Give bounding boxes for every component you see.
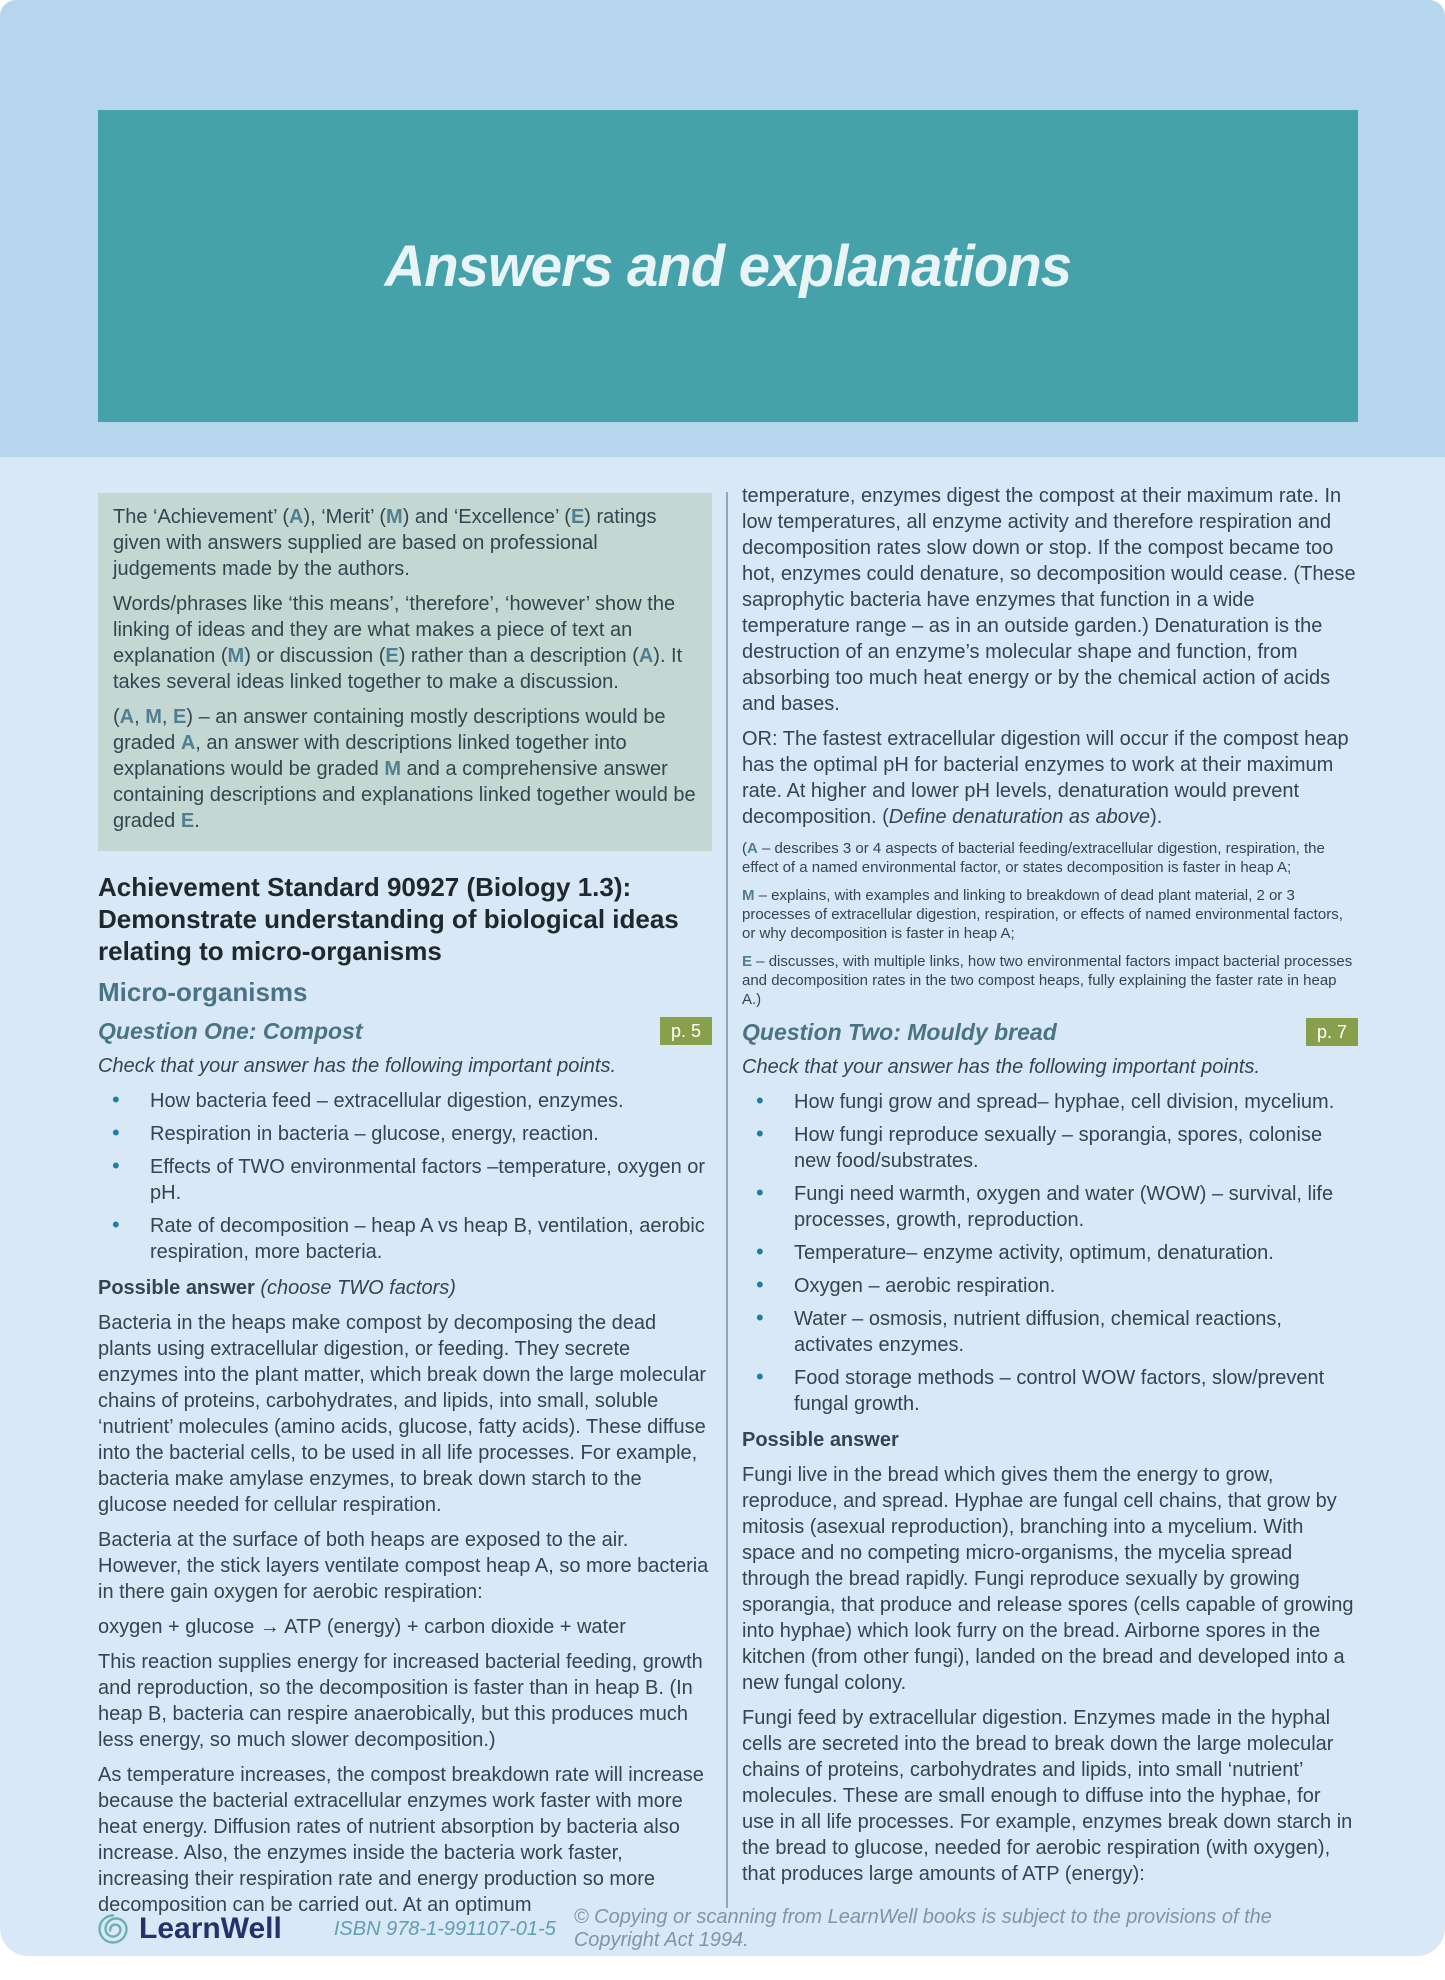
page-ref-badge: p. 5 [660,1017,712,1045]
answer-paragraph: Fungi live in the bread which gives them the energy to grow, reproduce, and spread. Hyphae are fungal cell chains, that grow by mitosis (asexual reproduction), branching into a mycelium. With space and no competing micro-organisms, the mycelia spread through the bread rapidly. Fungi reproduce sexually by growing sporangia, that produce and release spores (cells capable of growing into hyphae) which look furry on the bread. Airborne spores in the kitchen (from other fungi), landed on the bread and developed into a new fungal colony. [742,1464,1354,1694]
column-divider [726,492,728,1908]
answer-paragraph: This reaction supplies energy for increased bacterial feeding, growth and reproduction, so the decomposition is faster than in heap B. (In heap B, bacteria can respire anaerobically, but this produces much less energy, so much slower decomposition.) [98,1651,703,1751]
list-item: • Effects of TWO environmental factors –temperature, oxygen or pH. [98,1154,712,1206]
list-item: • How fungi grow and spread– hyphae, cell division, mycelium. [742,1089,1358,1115]
grading-criteria-excellence: E – discusses, with multiple links, how two environmental factors impact bacterial processes and decomposition rates in the two compost heaps, fully explaining the faster rate in heap A.) [742,953,1353,1008]
brand-name: LearnWell [139,1912,282,1945]
list-item: • Temperature– enzyme activity, optimum, denaturation. [742,1240,1358,1266]
list-item: • Water – osmosis, nutrient diffusion, chemical reactions, activates enzymes. [742,1306,1358,1358]
answer-points-list [742,1089,1358,1417]
achievement-standard-heading: Achievement Standard 90927 (Biology 1.3): Demonstrate understanding of biological ideas relating to micro-organisms [98,872,679,966]
answer-paragraph: Bacteria in the heaps make compost by decomposing the dead plants using extracellular digestion, or feeding. They secrete enzymes into the plant matter, which break down the large molecular chains of proteins, carbohydrates, and lipids, into small, soluble ‘nutrient’ molecules (amino acids, glucose, fatty acids). These diffuse into the bacterial cells, to be used in all life processes. For example, bacteria make amylase enzymes, to break down starch to the glucose needed for cellular respiration. [98,1312,707,1516]
answer-paragraph: OR: The fastest extracellular digestion will occur if the compost heap has the optimal pH for bacterial enzymes to work at their maximum rate. At higher and lower pH levels, denaturation would prevent decomposition. (Define denaturation as above). [742,728,1349,828]
grading-note-paragraph: Words/phrases like ‘this means’, ‘therefore’, ‘however’ show the linking of ideas and they are what makes a piece of text an explanation (M) or discussion (E) rather than a description (A). It takes several ideas linked together to make a discussion. [113,593,683,693]
footer [95,1906,1363,1952]
list-item: • Respiration in bacteria – glucose, energy, reaction. [98,1121,712,1147]
topic-heading: Micro-organisms [98,977,308,1007]
list-item: • How fungi reproduce sexually – sporangia, spores, colonise new food/substrates. [742,1122,1358,1174]
right-column [742,483,1358,1896]
possible-answer-label: Possible answer (choose TWO factors) [98,1277,456,1299]
page-title: Answers and explanations [384,233,1072,299]
list-item: • Rate of decomposition – heap A vs heap B, ventilation, aerobic respiration, more bacteria. [98,1213,712,1265]
question-one-heading: Question One: Compost [98,1018,363,1044]
list-item: • Food storage methods – control WOW factors, slow/prevent fungal growth. [742,1365,1358,1417]
question-two-row [742,1018,1358,1046]
page-ref-badge: p. 7 [1306,1018,1358,1046]
list-item: • Fungi need warmth, oxygen and water (WOW) – survival, life processes, growth, reproduction. [742,1181,1358,1233]
answer-paragraph: temperature, enzymes digest the compost at their maximum rate. In low temperatures, all enzyme activity and therefore respiration and decomposition rates slow down or stop. If the compost became too hot, enzymes could denature, so decomposition would cease. (These saprophytic bacteria have enzymes that function in a wide temperature range – as in an outside garden.) Denaturation is the destruction of an enzyme’s molecular shape and function, from absorbing too much heat energy or by the chemical action of acids and bases. [742,485,1356,715]
answer-paragraph: As temperature increases, the compost breakdown rate will increase because the bacterial extracellular enzymes work faster with more heat energy. Diffusion rates of nutrient absorption by bacteria also increase. Also, the enzymes inside the bacteria work faster, increasing their respiration rate and energy production so more decomposition can be carried out. At an optimum [98,1764,704,1916]
isbn-text: ISBN 978-1-991107-01-5 [333,1917,556,1940]
grading-note-paragraph: The ‘Achievement’ (A), ‘Merit’ (M) and ‘Excellence’ (E) ratings given with answers supplied are based on professional judgements made by the authors. [113,506,657,580]
answer-paragraph: Bacteria at the surface of both heaps are exposed to the air. However, the stick layers ventilate compost heap A, so more bacteria in there gain oxygen for aerobic respiration: [98,1529,709,1603]
possible-answer-label: Possible answer [742,1429,899,1451]
check-line: Check that your answer has the following important points. [742,1056,1261,1078]
copyright-text: © Copying or scanning from LearnWell books is subject to the provisions of the Copyright Act 1994. [573,1906,1272,1951]
list-item: • Oxygen – aerobic respiration. [742,1273,1358,1299]
respiration-equation: oxygen + glucose → ATP (energy) + carbon dioxide + water [98,1616,626,1638]
question-two-heading: Question Two: Mouldy bread [742,1019,1057,1045]
page-banner [98,110,1358,422]
left-column [98,483,712,1927]
grading-criteria-merit: M – explains, with examples and linking to breakdown of dead plant material, 2 or 3 processes of extracellular digestion, respiration, or effects of named environmental factors, or why decomposition is faster in heap A; [742,887,1343,942]
answer-paragraph: Fungi feed by extracellular digestion. Enzymes made in the hyphal cells are secreted into the bread to break down the large molecular chains of proteins, carbohydrates and lipids, into small ‘nutrient’ molecules. These are small enough to diffuse into the hyphae, for use in all life processes. For example, enzymes break down starch in the bread to glucose, needed for aerobic respiration (with oxygen), that produces large amounts of ATP (energy): [742,1707,1353,1885]
learnwell-spiral-logo-icon [95,1911,131,1947]
grading-criteria-achieved: (A – describes 3 or 4 aspects of bacterial feeding/extracellular digestion, respiration, the effect of a named environmental factor, or states decomposition is faster in heap A; [742,840,1325,876]
answer-points-list [98,1088,712,1265]
check-line: Check that your answer has the following important points. [98,1055,617,1077]
grading-note-paragraph: (A, M, E) – an answer containing mostly descriptions would be graded A, an answer with descriptions linked together into explanations would be graded M and a comprehensive answer containing descriptions and explanations linked together would be graded E. [113,706,696,832]
question-one-row [98,1017,712,1045]
grading-note-box [98,493,712,851]
list-item: • How bacteria feed – extracellular digestion, enzymes. [98,1088,712,1114]
